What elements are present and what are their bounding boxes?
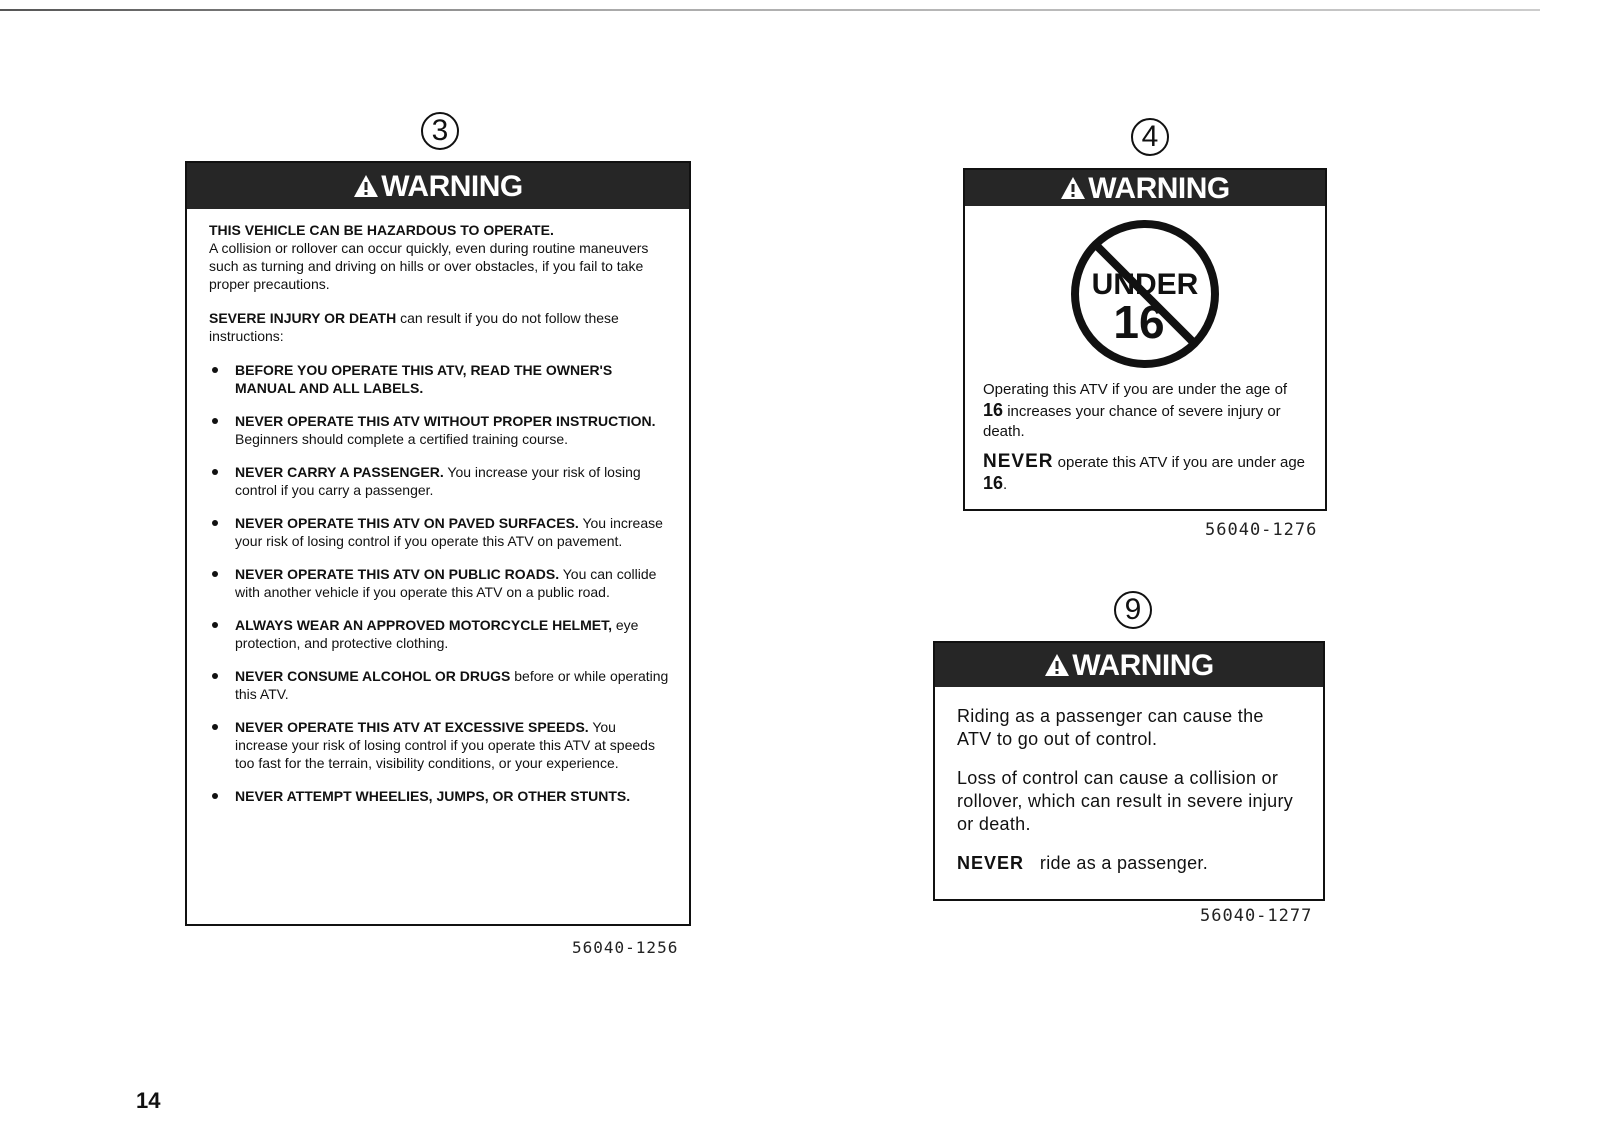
never-bold: NEVER xyxy=(957,853,1025,873)
bullet-bold: NEVER OPERATE THIS ATV AT EXCESSIVE SPEEDS. xyxy=(235,719,589,735)
loss-of-control-paragraph: Loss of control can cause a collision or rollover, which can result in severe injury or death. xyxy=(957,768,1294,834)
label-number-3: 3 xyxy=(421,112,459,150)
list-item xyxy=(209,616,669,652)
never-paragraph: NEVER operate this ATV if you are under age 16. xyxy=(983,451,1306,493)
warning-label-3 xyxy=(185,161,691,926)
passenger-paragraph: Riding as a passenger can cause the ATV to go out of control. xyxy=(957,706,1264,749)
list-item xyxy=(209,463,669,499)
bullet-text: Beginners should complete a certified training course. xyxy=(235,431,569,447)
bullet-bold: BEFORE YOU OPERATE THIS ATV, READ THE OWNER'S MANUAL AND ALL LABELS. xyxy=(235,362,613,396)
bullet-text: You increase your risk of losing control if you operate this ATV on pavement. xyxy=(235,515,663,549)
list-item xyxy=(209,667,669,703)
instruction-list xyxy=(209,361,669,805)
warning-triangle-icon xyxy=(1044,653,1070,677)
bullet-text: You increase your risk of losing control if you operate this ATV at speeds too fast for the terrain, visibility conditions, or your experience. xyxy=(235,719,655,771)
part-number-3: 56040-1256 xyxy=(572,938,679,957)
warning-triangle-icon xyxy=(353,174,379,198)
warning-label-9 xyxy=(933,641,1325,901)
para-text: increases your chance of severe injury or death. xyxy=(983,403,1281,440)
intro-bold: THIS VEHICLE CAN BE HAZARDOUS TO OPERATE. xyxy=(209,222,554,238)
bullet-bold: NEVER OPERATE THIS ATV WITHOUT PROPER INSTRUCTION. xyxy=(235,413,656,429)
page-number: 14 xyxy=(136,1088,161,1113)
warning-header-text: WARNING xyxy=(381,170,523,203)
bullet-bold: NEVER OPERATE THIS ATV ON PAVED SURFACES. xyxy=(235,515,579,531)
warning-body xyxy=(935,687,1323,875)
list-item xyxy=(209,361,669,397)
bullet-text: before or while operating this ATV. xyxy=(235,668,669,702)
severe-bold: SEVERE INJURY OR DEATH xyxy=(209,310,397,326)
warning-header xyxy=(935,643,1323,687)
never-paragraph xyxy=(957,852,1301,875)
bullet-bold: NEVER CARRY A PASSENGER. xyxy=(235,464,444,480)
intro-text: A collision or rollover can occur quickly, even during routine maneuvers such as turning and driving on hills or over obstacles, if you fail to take proper precautions. xyxy=(209,240,649,292)
list-item xyxy=(209,787,669,805)
bullet-bold: ALWAYS WEAR AN APPROVED MOTORCYCLE HELMET, xyxy=(235,617,612,633)
warning-header xyxy=(965,170,1325,206)
warning-body xyxy=(965,380,1325,495)
list-item xyxy=(209,514,669,550)
bullet-bold: NEVER ATTEMPT WHEELIES, JUMPS, OR OTHER STUNTS. xyxy=(235,788,631,804)
list-item xyxy=(209,412,669,448)
bullet-bold: NEVER OPERATE THIS ATV ON PUBLIC ROADS. xyxy=(235,566,560,582)
warning-body xyxy=(187,209,689,805)
severe-text: can result if you do not follow these instructions: xyxy=(209,310,619,344)
top-rule xyxy=(0,9,1540,11)
part-number-9: 56040-1277 xyxy=(1200,906,1313,926)
warning-header-text: WARNING xyxy=(1088,172,1230,205)
never-text: operate this ATV if you are under age xyxy=(1057,454,1306,471)
icon-text-16: 16 xyxy=(1113,296,1165,348)
no-under-16-icon xyxy=(1069,218,1221,370)
warning-header-text: WARNING xyxy=(1072,649,1214,682)
never-bold: NEVER xyxy=(983,451,1054,472)
part-number-4: 56040-1276 xyxy=(1205,520,1318,540)
age-number: 16 xyxy=(983,400,1004,420)
bullet-text: eye protection, and protective clothing. xyxy=(235,617,639,651)
warning-header xyxy=(187,163,689,209)
list-item xyxy=(209,565,669,601)
age-number: 16 xyxy=(983,473,1004,493)
age-paragraph xyxy=(983,380,1307,442)
label-number-9: 9 xyxy=(1114,591,1152,629)
icon-text-under: UNDER xyxy=(1091,268,1199,301)
never-text: ride as a passenger. xyxy=(1039,853,1209,873)
list-item xyxy=(209,718,669,772)
warning-triangle-icon xyxy=(1060,176,1086,200)
warning-label-4 xyxy=(963,168,1327,511)
bullet-bold: NEVER CONSUME ALCOHOL OR DRUGS xyxy=(235,668,511,684)
intro-paragraph xyxy=(209,221,669,293)
para-text: Operating this ATV if you are under the age of xyxy=(983,381,1288,398)
bullet-text: You increase your risk of losing control if you carry a passenger. xyxy=(235,464,641,498)
label-number-4: 4 xyxy=(1131,118,1169,156)
bullet-text: You can collide with another vehicle if you operate this ATV on a public road. xyxy=(235,566,657,600)
severe-paragraph xyxy=(209,309,669,345)
